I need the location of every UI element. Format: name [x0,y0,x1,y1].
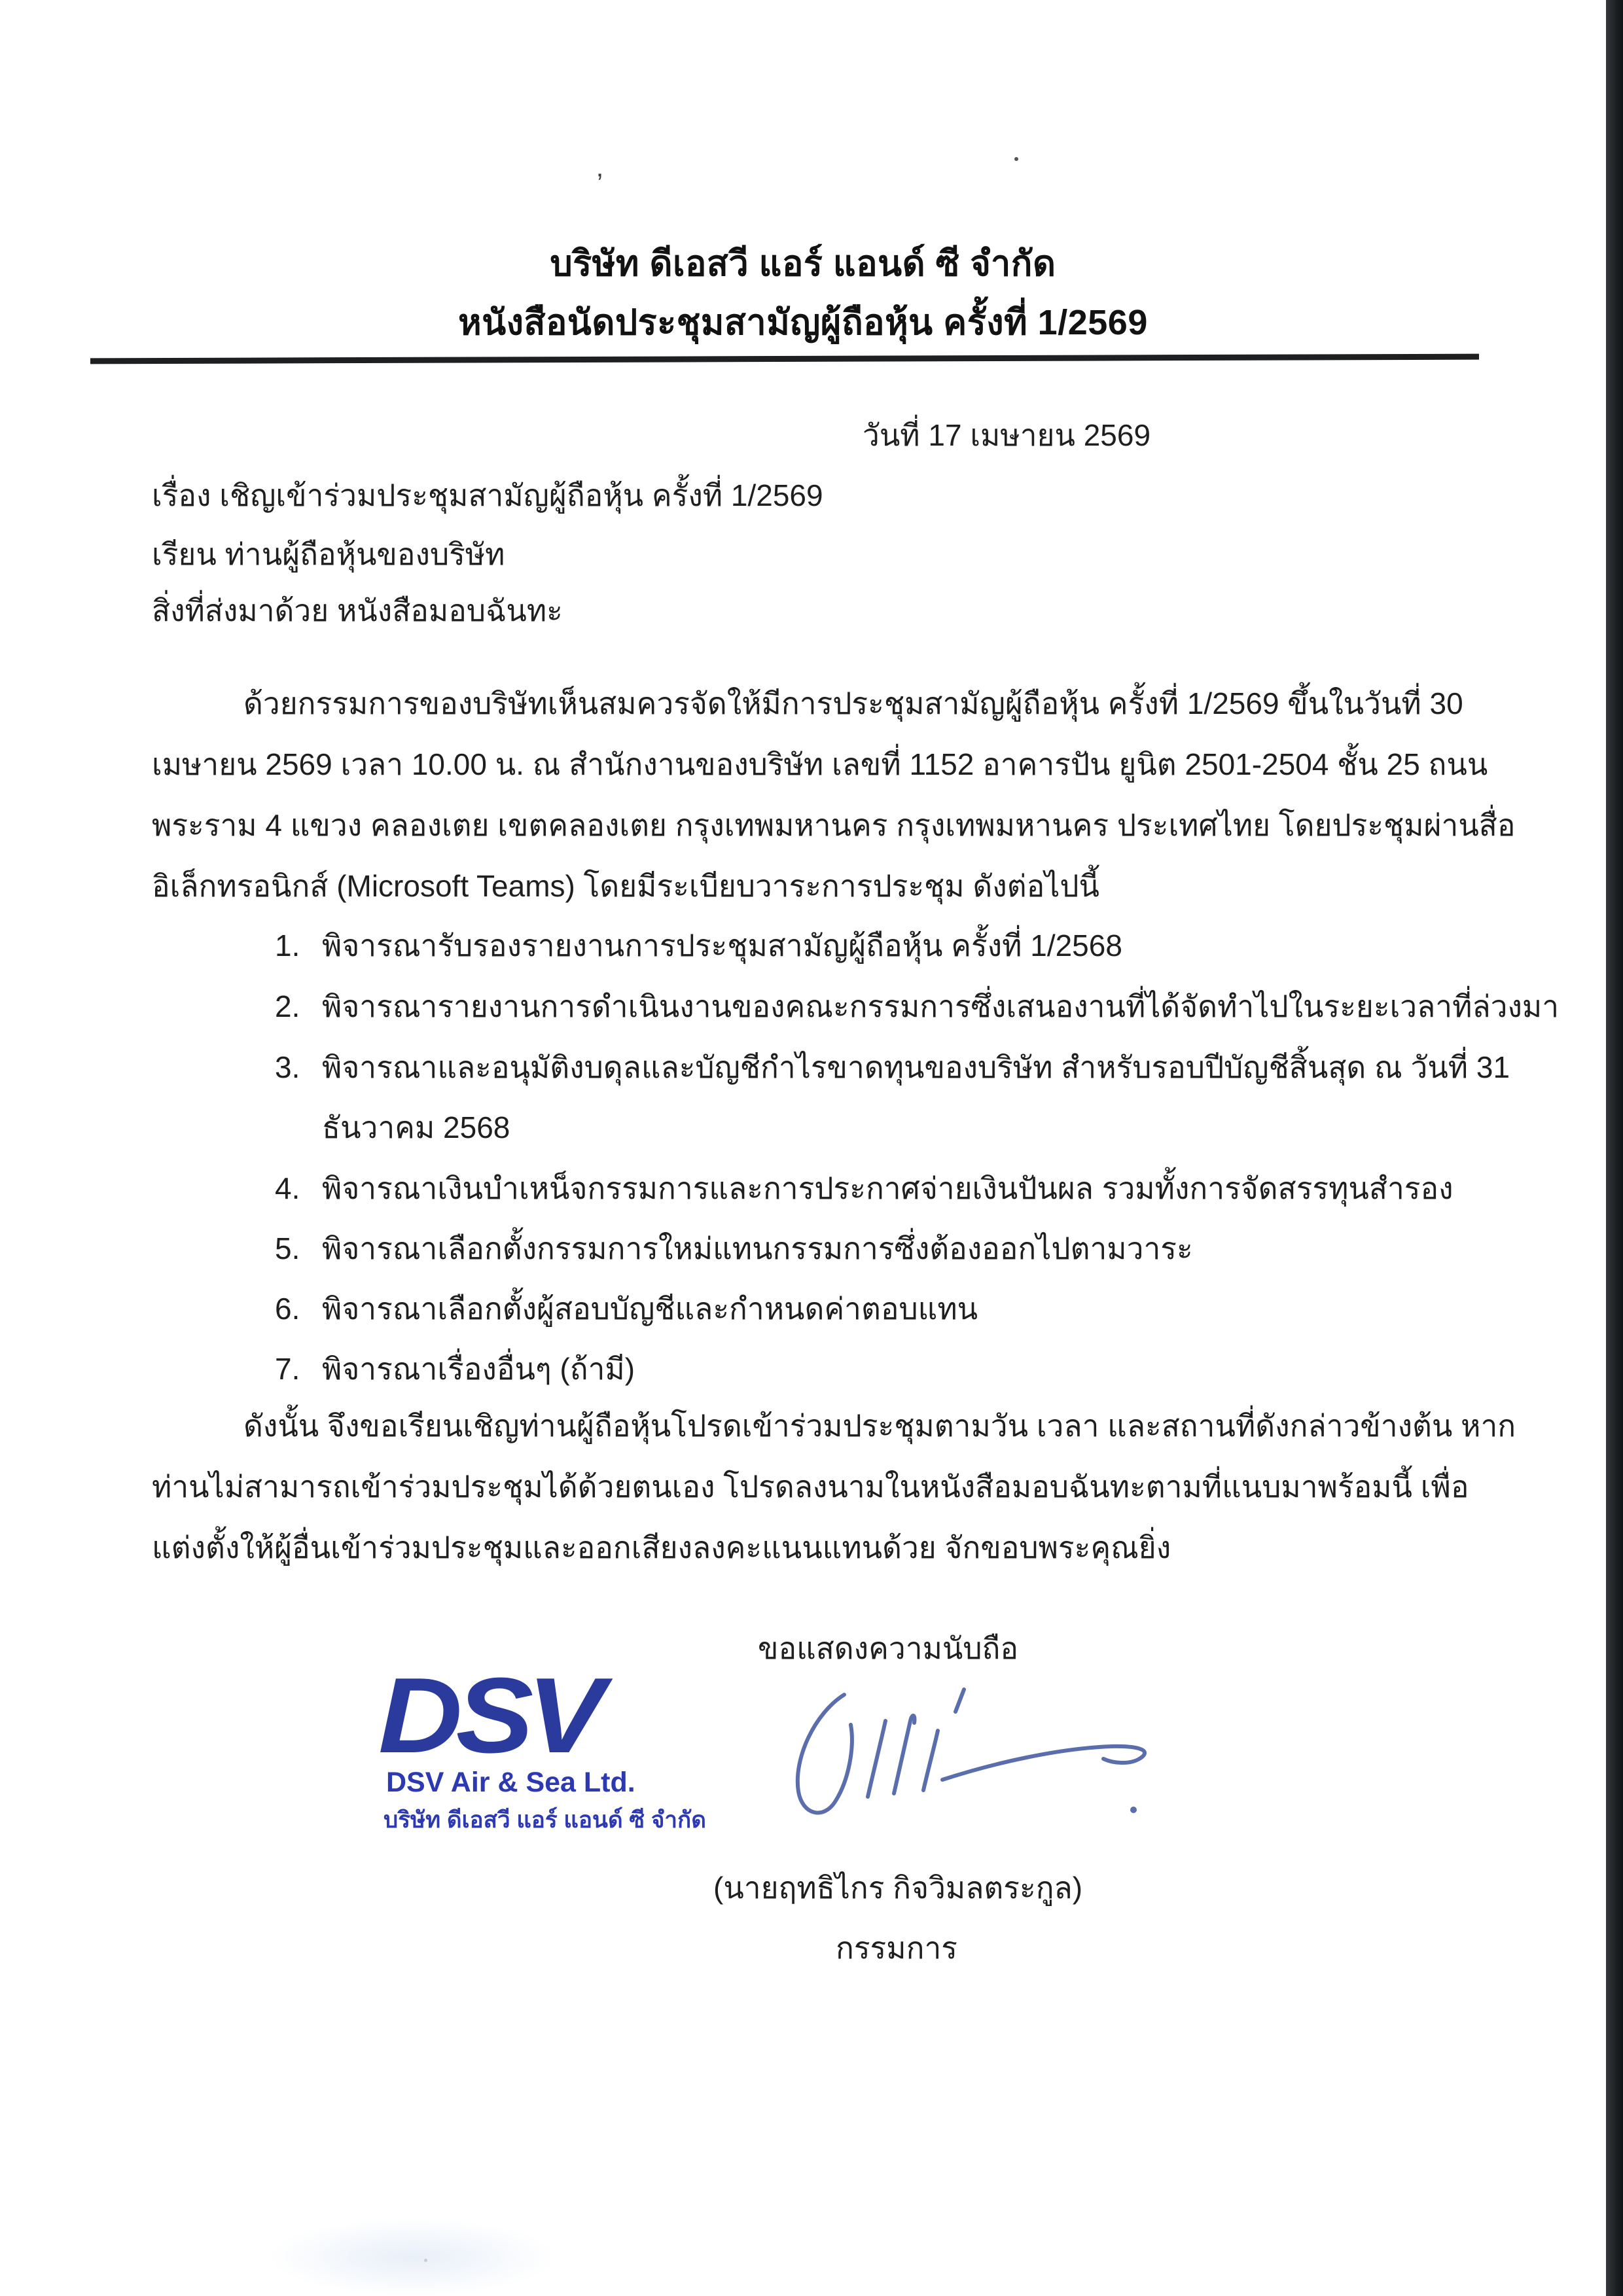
addressee-line: เรียน ท่านผู้ถือหุ้นของบริษัท [152,537,505,571]
handwritten-signature [746,1675,1165,1826]
agenda-item-number: 2. [275,989,300,1023]
agenda-item-text: พิจารณาและอนุมัติงบดุลและบัญชีกำไรขาดทุนของบริษัท สำหรับรอบปีบัญชีสิ้นสุด ณ วันที่ 31 [322,1050,1510,1084]
dsv-logo: DSV [378,1655,598,1775]
agenda-item-number: 4. [275,1171,300,1205]
notice-title: หนังสือนัดประชุมสามัญผู้ถือหุ้น ครั้งที่ 1/2569 [458,303,1148,342]
signer-title: กรรมการ [836,1931,957,1965]
agenda-item-text: พิจารณาเรื่องอื่นๆ (ถ้ามี) [322,1352,635,1386]
agenda-item-number: 1. [275,928,300,963]
closing-salutation: ขอแสดงความนับถือ [758,1631,1019,1665]
signer-name: (นายฤทธิไกร กิจวิมลตระกูล) [713,1871,1083,1905]
scan-speck-dot [1014,157,1018,161]
agenda-item-text: พิจารณาเงินบำเหน็จกรรมการและการประกาศจ่ายเงินปันผล รวมทั้งการจัดสรรทุนสำรอง [322,1171,1454,1205]
scan-edge-bar [1606,0,1623,2296]
agenda-item-text: พิจารณาเลือกตั้งผู้สอบบัญชีและกำหนดค่าตอบแทน [322,1292,978,1326]
closing-paragraph-line: ท่านไม่สามารถเข้าร่วมประชุมได้ด้วยตนเอง โปรดลงนามในหนังสือมอบฉันทะตามที่แนบมาพร้อมนี้ เพื่อ [152,1470,1469,1504]
closing-paragraph-line: ดังนั้น จึงขอเรียนเชิญท่านผู้ถือหุ้นโปรดเข้าร่วมประชุมตามวัน เวลา และสถานที่ดังกล่าวข้างต้น หาก [243,1409,1516,1443]
stamp-company-name-en: DSV Air & Sea Ltd. [386,1767,635,1798]
scan-speck-apostrophe: ʼ [597,169,603,200]
body-paragraph-line: ด้วยกรรมการของบริษัทเห็นสมควรจัดให้มีการประชุมสามัญผู้ถือหุ้น ครั้งที่ 1/2569 ขึ้นในวันที่ 30 [243,686,1463,720]
agenda-item [275,1290,978,1329]
agenda-item-number: 3. [275,1050,300,1084]
agenda-item [275,1048,1510,1087]
enclosure-line: สิ่งที่ส่งมาด้วย หนังสือมอบฉันทะ [152,593,563,627]
agenda-item-text: พิจารณาเลือกตั้งกรรมการใหม่แทนกรรมการซึ่งต้องออกไปตามวาระ [322,1231,1193,1265]
agenda-item [275,987,1559,1027]
subject-line: เรื่อง เชิญเข้าร่วมประชุมสามัญผู้ถือหุ้น ครั้งที่ 1/2569 [152,478,823,512]
agenda-item-number: 7. [275,1352,300,1386]
agenda-item [275,1169,1454,1209]
body-paragraph-line: พระราม 4 แขวง คลองเตย เขตคลองเตย กรุงเทพมหานคร กรุงเทพมหานคร ประเทศไทย โดยประชุมผ่านสื่อ [152,808,1516,842]
header-divider-rule [90,354,1479,364]
scan-smudge [268,2218,556,2296]
agenda-item-continuation: ธันวาคม 2568 [322,1110,510,1144]
company-name-title: บริษัท ดีเอสวี แอร์ แอนด์ ซี จำกัด [550,244,1056,283]
agenda-item-text: พิจารณารับรองรายงานการประชุมสามัญผู้ถือหุ้น ครั้งที่ 1/2568 [322,928,1122,963]
body-paragraph-line: เมษายน 2569 เวลา 10.00 น. ณ สำนักงานของบริษัท เลขที่ 1152 อาคารปัน ยูนิต 2501-2504 ชั้น 25 ถนน [152,747,1488,781]
letter-date: วันที่ 17 เมษายน 2569 [863,418,1151,452]
agenda-item-number: 5. [275,1231,300,1265]
closing-paragraph-line: แต่งตั้งให้ผู้อื่นเข้าร่วมประชุมและออกเสียงลงคะแนนแทนด้วย จักขอบพระคุณยิ่ง [152,1530,1171,1564]
agenda-item [275,927,1122,966]
body-paragraph-line: อิเล็กทรอนิกส์ (Microsoft Teams) โดยมีระเบียบวาระการประชุม ดังต่อไปนี้ [152,869,1099,903]
agenda-item-number: 6. [275,1292,300,1326]
agenda-item-text: พิจารณารายงานการดำเนินงานของคณะกรรมการซึ่งเสนองานที่ได้จัดทำไปในระยะเวลาที่ล่วงมา [322,989,1560,1023]
agenda-item [275,1229,1193,1269]
agenda-item [275,1350,635,1389]
stamp-company-name-th: บริษัท ดีเอสวี แอร์ แอนด์ ซี จำกัด [383,1807,706,1833]
